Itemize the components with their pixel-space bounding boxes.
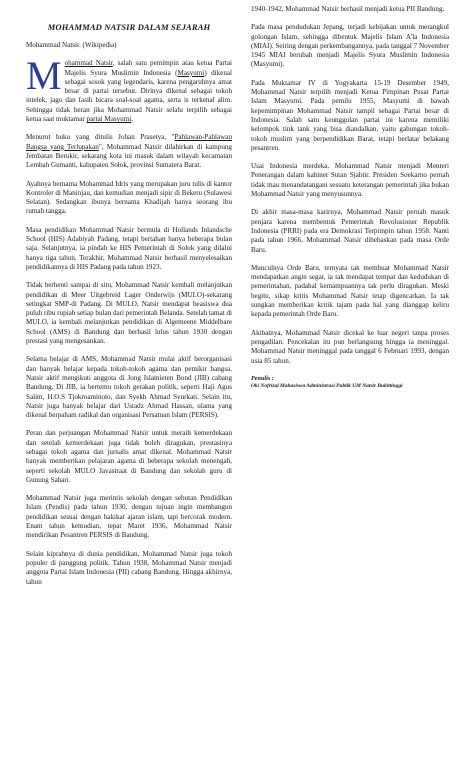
paragraph-parents: Ayahnya bernama Mohammad Idris yang merupakan juru tulis di kantor Kontroler di Maninjau, dan kemudian menjadi sipir di Bekeru (Sulawesi Selatan). Sedangkan ibunya bernama Khadijah hanya seorang ibu rumah tangga. [26,179,232,216]
author-name: Oki Nofrizal Mahasiswa Administrasi Publik UM Natsir Bukittinggi [251,382,403,389]
paragraph-pii: 1940-1942, Mohammad Natsir berhasil menjadi ketua PII Bandung. [251,5,445,13]
author-label: Penulis : [251,374,274,382]
paragraph-ams: Selama belajar di AMS, Mohammad Natsir mulai aktif berorganisasi dan banyak belajar kepada tokoh-tokoh agama dan pemikir bangsa. Natsir aktif mengikuti anggota di Jong Islamieten Bond (JIB) cabang Bandung. Di JIB, ia bertemu tokoh gerakan politik, seperti Haji Agus Salim, H.O.S Tjokroaminoto, dan Syekh Ahmad Syurkati. Selain itu, Natsir juga banyak belajar dari Ustadz Ahmad Hassan, ulama yang dikenal berpaham radikal dan organisasi Persatuan Islam (PERSIS). [26,355,232,420]
paragraph-education: Masa pendidikan Mohammad Natsir bermula di Hollands Inlandsche School (HIS) Adabiyah Padang, tetapi bertahan hanya beberapa bulan saja. Selanjutnya, ia pindah ke HIS Pemerintah di Solok yang dilalui hanya tiga tahun. Terakhir, Mohammad Natsir berhasil menyelesaikan pendidikannya di HIS Padang pada tahun 1923. [26,225,232,271]
masyumi-link[interactable]: Masyumi [177,68,205,77]
right-column [251,0,449,390]
paragraph-politics: Selain kiprahnya di dunia pendidikan, Mohammad Natsir juga tokoh populer di panggung politik. Tahun 1938, Mohammad Natsir menjadi anggota Partai Islam Indonesia (PII) cabang Bandung. Hingga akhirnya, tahun [26,549,232,586]
book-link[interactable]: Pahlawan-Pahlawan Bangsa yang Terlupakan [26,133,232,151]
paragraph-death: Akibatnya, Mohammad Natsir dicekal ke luar negeri tanpa proses pengadilan. Pencekalan itu pun berlangsung hingga ia meninggal. Mohammad Natsir meninggal pada tanggal 6 Februari 1993, dengan usia 85 tahun. [251,328,449,365]
paragraph-intro: Mohammad Natsir, salah satu pemimpin atau ketua Partai Majelis Syura Muslimin Indonesia (Masyumi) dikenal sebagai sosok yang legendaris, karena pengaruhnya amat besar di partai tersebut. Dirinya dikenal sebagai tokoh intelek, jago dan fasih bicara soal-soal agama, serta is terkenal alim. Sehingga tidak heran jika Mohammad Natsir selalu terpilih sebagai ketua saat muktamar partai Masyumi. [26,53,232,124]
source-line: Mohammad Natsir. (Wikipedia) [26,41,117,49]
natsir-link[interactable]: ohammad Natsir [64,59,113,68]
left-column [26,0,232,596]
article-title: MOHAMMAD NATSIR DALAM SEJARAH [47,22,211,32]
paragraph-mulo: Tidak berhenti sampai di situ, Mohammad Natsir kembali melanjutkan pendidikan di Meer Uitgebreid Lager Onderwijs (MULO)-sekarang setingkat SMP-di Padang. Di MULO, Natsir mendapat beasiswa dua puluh ribu rupiah setiap bulan dari pemerintah Belanda. Setelah tamat di MULO, ia kembali melanjutkan pendidikan di Algemeene Middelbare School (AMS) di Bandung dan berhasil lulus tahun 1930 dengan prestasi yang mengesankan. [26,281,232,346]
partai-masyumi-link[interactable]: partai Masyumi [86,115,132,124]
paragraph-pendis: Mohammad Natsir juga merintis sekolah dengan sebutan Pendidikan Islam (Pendis) pada tahun 1930, dengan tujuan ingin membangun pendidikan sesuai dengan hakikat ajaran islam, tapi bercorak modern. Enam tahun kemudian, tepat Maret 1936, Mohammad Natsir mendirikan Pesantren PERSIS di Bandung. [26,494,232,540]
paragraph-japan: Pada masa pendudukan Jepang, terjadi kebijakan untuk merangkul golongan Islam, sehingga dibentuk Majelis Islam A'la Indonesia (MIAI). Seiring dengan perkembangannya, pada tanggal 7 November 1945 MIAI berubah menjadi Majelis Syura Muslimin Indonesia (Masyumi). [251,23,449,69]
paragraph-prri: Di akhir masa-masa karirnya, Mohammad Natsir pernah masuk penjara karena membentuk Pemerintah Revolusioner Republik Indonesia (PRRI) pada era Demokrasi Terpimpin tahun 1958. Nanti pada tahun 1966, Mohammad Natsir dibebaskan pada masa Orde Baru. [251,208,449,254]
paragraph-orde-baru: Munculnya Orde Baru, ternyata tak membuat Mohammad Natsir mendapatkan angin segar, ia tak mendapat tempat dan kedudukan di pemerintahan, padahal kemampuannya tak perlu diragukan. Meski begitu, sikap kritis Mohammad Natsir tetap digencarkan. Ia tak sungkan memberikan kritik tajam pada hal yang dianggap keliru kepada pemerintah Orde Baru. [251,263,449,319]
paragraph-minister: Usai Indonesia merdeka, Mohammad Natsir menjadi Menteri Penerangan dalam kabinet Sutan Sjahtir. Presiden Soekarno pernah tidak mau menandatangani sesuatu keterangan pemerintah jika bukan Mohammad Natsir yang menyusunnya. [251,162,449,199]
paragraph-muktamar: Pada Muktamar IV di Yogyakarta 15-19 Desember 1949, Mohammad Natsir terpilih menjadi Ketua Pimpinan Pusat Partai Islam Masyumi. Pada pemilu 1955, Masyumi di bawah kepemimpinan Mohammad Natsir tampil sebagai Partai besar di Indonesia. Salah satu keunggulan partai ini karena memiliki kelompok tink tank yang bisa diandalkan, yaitu gabungan tokoh-tokoh muslim yang berpendidikan Barat, tetapi berlatar belakang pesantren. [251,78,449,152]
paragraph-birth: Menurut buku yang ditulis Johan Prasetya, "Pahlawan-Pahlawan Bangsa yang Terlupakan", Mohammad Natsir dilahirkan di kampung Jembatan Berukir, sekarang kota ini masuk dalam wilayah kecamatan Lembah Gumanti, kabupaten Solok, provinsi Sumatera Barat. [26,133,232,170]
drop-cap: M [26,53,62,99]
paragraph-struggle: Peran dan perjuangan Mohammad Natsir untuk meraih kemerdekaan dan setelah kemerdekaan juga tidak boleh diragukan, prestasinya sebagai tokoh agama dan jurnalis amat dikenal. Mohammad Natsir banyak memberikan pelajaran agama di beberapa sekolah menengah, seperti sekolah MULO Javastraat di Bandung dan sekolah guru di Gunung Sahari. [26,429,232,484]
